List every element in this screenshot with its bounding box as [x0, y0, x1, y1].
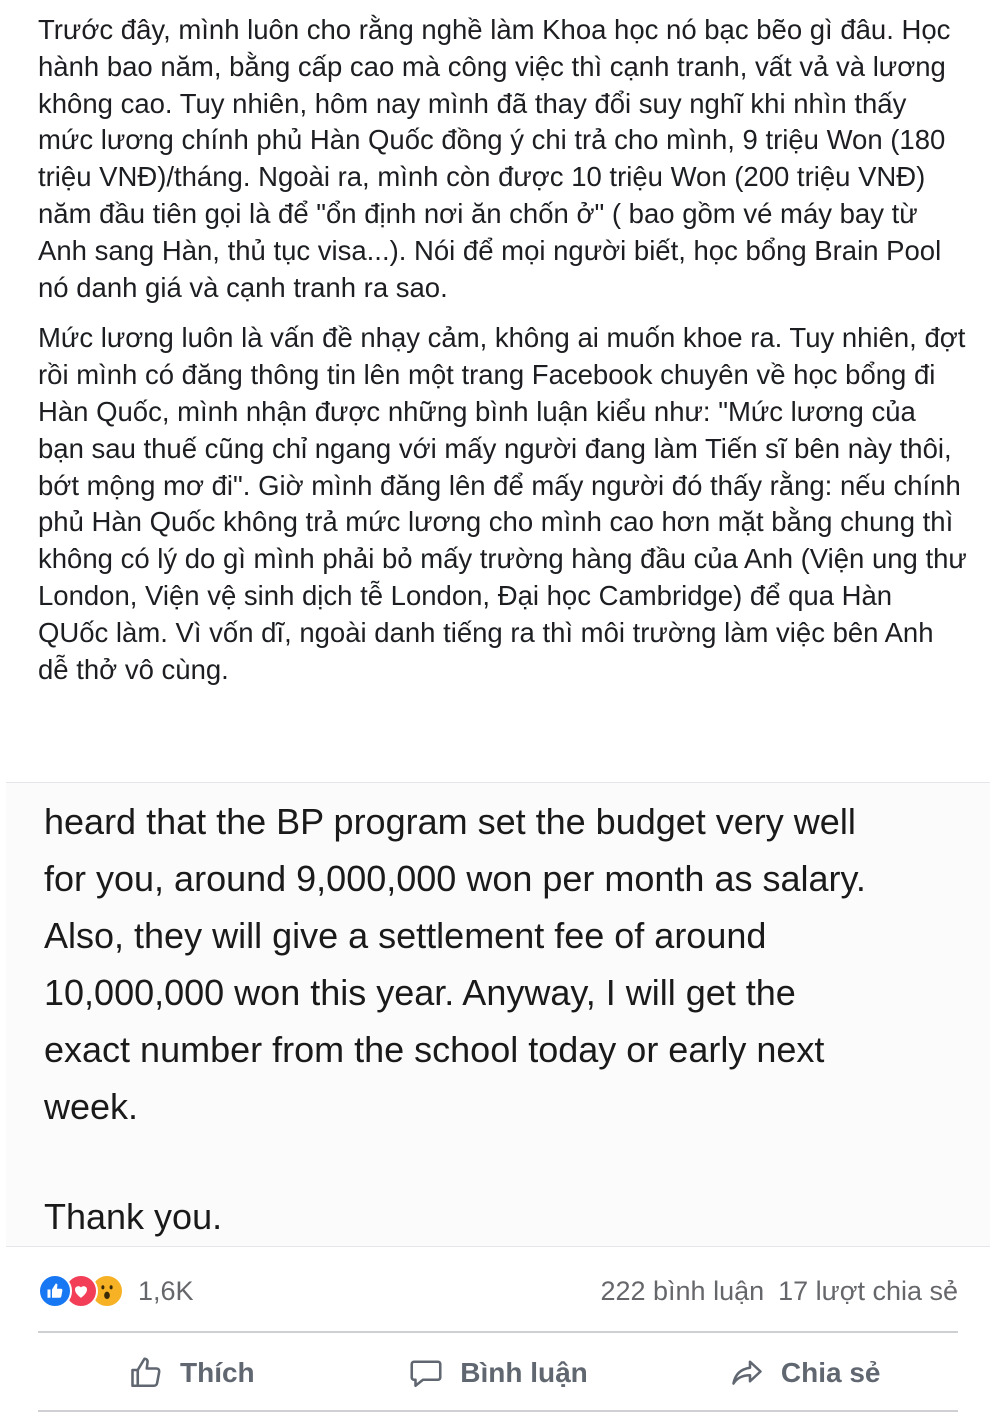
reaction-count[interactable]: 1,6K — [138, 1275, 194, 1306]
stats-bar — [38, 1268, 958, 1314]
thumbs-up-icon — [128, 1355, 164, 1391]
reactions-summary[interactable] — [38, 1274, 194, 1308]
attached-image-signoff: Thank you. — [44, 1196, 223, 1237]
engagement-counts — [600, 1276, 958, 1307]
post-paragraph-1: Trước đây, mình luôn cho rằng nghề làm Khoa học nó bạc bẽo gì đâu. Học hành bao năm, bằng cấp cao mà công việc thì cạnh tranh, vất vả và lương không cao. Tuy nhiên, hôm nay mình đã thay đổi suy nghĩ khi nhìn thấy mức lương chính phủ Hàn Quốc đồng ý chi trả cho mình, 9 triệu Won (180 triệu VNĐ)/tháng. Ngoài ra, mình còn được 10 triệu Won (200 triệu VNĐ) năm đầu tiên gọi là để "ổn định nơi ăn chốn ở" ( bao gồm vé máy bay từ Anh sang Hàn, thủ tục visa...). Nói để mọi người biết, học bổng Brain Pool nó danh giá và cạnh tranh ra sao. — [38, 14, 951, 303]
share-button-label: Chia sẻ — [780, 1357, 881, 1388]
comment-button[interactable] — [345, 1355, 652, 1391]
share-icon — [729, 1355, 765, 1391]
share-count[interactable]: 17 lượt chia sẻ — [778, 1275, 958, 1306]
like-button[interactable] — [38, 1355, 345, 1391]
reaction-icons[interactable] — [38, 1274, 124, 1308]
post-text — [38, 12, 968, 688]
post-paragraph-2: Mức lương luôn là vấn đề nhạy cảm, không ai muốn khoe ra. Tuy nhiên, đợt rồi mình có đăng thông tin lên một trang Facebook chuyên về học bổng đi Hàn Quốc, mình nhận được những bình luận kiểu như: "Mức lương của bạn sau thuế cũng chỉ ngang với mấy người đang làm Tiến sĩ bên này thôi, bớt mộng mơ đi". Giờ mình đăng lên để mấy người đó thấy rằng: nếu chính phủ Hàn Quốc không trả mức lương cho mình cao hơn mặt bằng chung thì không có lý do gì mình phải bỏ mấy trường hàng đầu của Anh (Viện ung thư London, Viện vệ sinh dịch tễ London, Đại học Cambridge) để qua Hàn QUốc làm. Vì vốn dĩ, ngoài danh tiếng ra thì môi trường làm việc bên Anh dễ thở vô cùng. — [38, 322, 967, 685]
share-button[interactable] — [651, 1355, 958, 1391]
divider-bottom — [38, 1410, 958, 1412]
divider — [38, 1331, 958, 1333]
comment-count[interactable]: 222 bình luận — [600, 1275, 765, 1306]
comment-icon — [408, 1355, 444, 1391]
attached-image-text: heard that the BP program set the budget very well for you, around 9,000,000 won per month as salary. Also, they will give a settlement fee of around 10,000,000 won this year. Anyway, I will get the exact number from the school today or early next week. — [44, 801, 866, 1127]
action-bar — [38, 1338, 958, 1408]
like-icon — [38, 1274, 72, 1308]
comment-button-label: Bình luận — [460, 1357, 588, 1388]
like-button-label: Thích — [180, 1357, 255, 1388]
attached-image[interactable] — [6, 782, 990, 1247]
